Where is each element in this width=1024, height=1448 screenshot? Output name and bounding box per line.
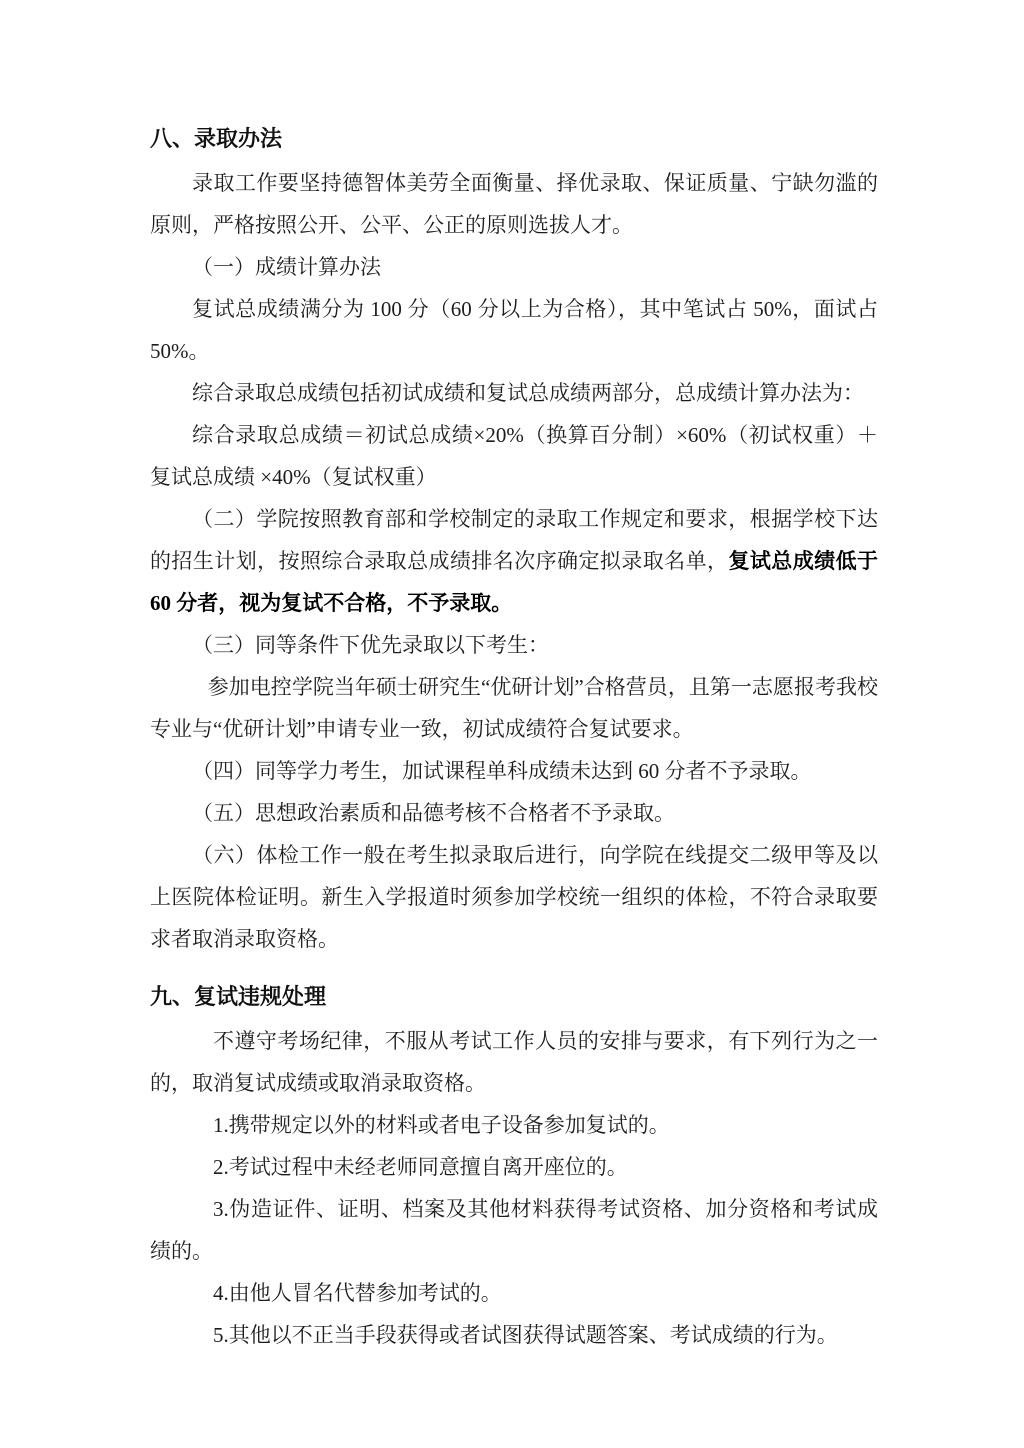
paragraph: [150, 1020, 878, 1104]
text-run: 5.其他以不正当手段获得或者试图获得试题答案、考试成绩的行为。: [213, 1323, 838, 1347]
text-run: （五）思想政治素质和品德考核不合格者不予录取。: [192, 801, 675, 825]
paragraph: [150, 666, 878, 750]
list-item: [150, 1146, 878, 1188]
text-run: 1.携带规定以外的材料或者电子设备参加复试的。: [213, 1113, 670, 1137]
text-run: 复试总成绩满分为 100 分（60 分以上为合格），其中笔试占 50%，面试占 50%。: [150, 297, 878, 363]
text-run: 2.考试过程中未经老师同意擅自离开座位的。: [213, 1155, 628, 1179]
text-run: （一）成绩计算办法: [192, 255, 381, 279]
text-run: 参加电控学院当年硕士研究生“优研计划”合格营员，且第一志愿报考我校专业与“优研计划”申请专业一致，初试成绩符合复试要求。: [150, 675, 878, 741]
text-run: （三）同等条件下优先录取以下考生：: [192, 633, 549, 657]
text-run: 综合录取总成绩＝初试总成绩×20%（换算百分制）×60%（初试权重）＋复试总成绩 ×40%（复试权重）: [150, 423, 878, 489]
text-run: 综合录取总成绩包括初试成绩和复试总成绩两部分，总成绩计算办法为：: [192, 381, 864, 405]
text-run: 4.由他人冒名代替参加考试的。: [213, 1281, 502, 1305]
paragraph: [150, 414, 878, 498]
text-run: 不遵守考场纪律，不服从考试工作人员的安排与要求，有下列行为之一的，取消复试成绩或取消录取资格。: [150, 1029, 878, 1095]
list-item: [150, 1314, 878, 1356]
section-heading: 八、录取办法: [150, 126, 283, 151]
paragraph: [150, 498, 878, 624]
paragraph: [150, 372, 878, 414]
section-heading: 九、复试违规处理: [150, 984, 327, 1009]
paragraph: [150, 750, 878, 792]
paragraph: [150, 246, 878, 288]
text-run: （六）体检工作一般在考生拟录取后进行，向学院在线提交二级甲等及以上医院体检证明。新生入学报道时须参加学校统一组织的体检，不符合录取要求者取消录取资格。: [150, 843, 878, 951]
document-body: [150, 116, 878, 1356]
paragraph: [150, 792, 878, 834]
paragraph: [150, 624, 878, 666]
text-run: （四）同等学力考生，加试课程单科成绩未达到 60 分者不予录取。: [192, 759, 812, 783]
paragraph: [150, 834, 878, 960]
list-item: [150, 1188, 878, 1272]
text-run: （二）学院按照教育部和学校制定的录取工作规定和要求，根据学校下达的招生计划，按照综合录取总成绩排名次序确定拟录取名单，: [150, 507, 878, 573]
paragraph: [150, 288, 878, 372]
bold-text-run: 复试总成绩低于 60 分者，视为复试不合格，不予录取。: [150, 549, 878, 615]
paragraph: [150, 162, 878, 246]
list-item: [150, 1272, 878, 1314]
list-item: [150, 1104, 878, 1146]
text-run: 录取工作要坚持德智体美劳全面衡量、择优录取、保证质量、宁缺勿滥的原则，严格按照公开、公平、公正的原则选拔人才。: [150, 171, 878, 237]
text-run: 3.伪造证件、证明、档案及其他材料获得考试资格、加分资格和考试成绩的。: [150, 1197, 878, 1263]
